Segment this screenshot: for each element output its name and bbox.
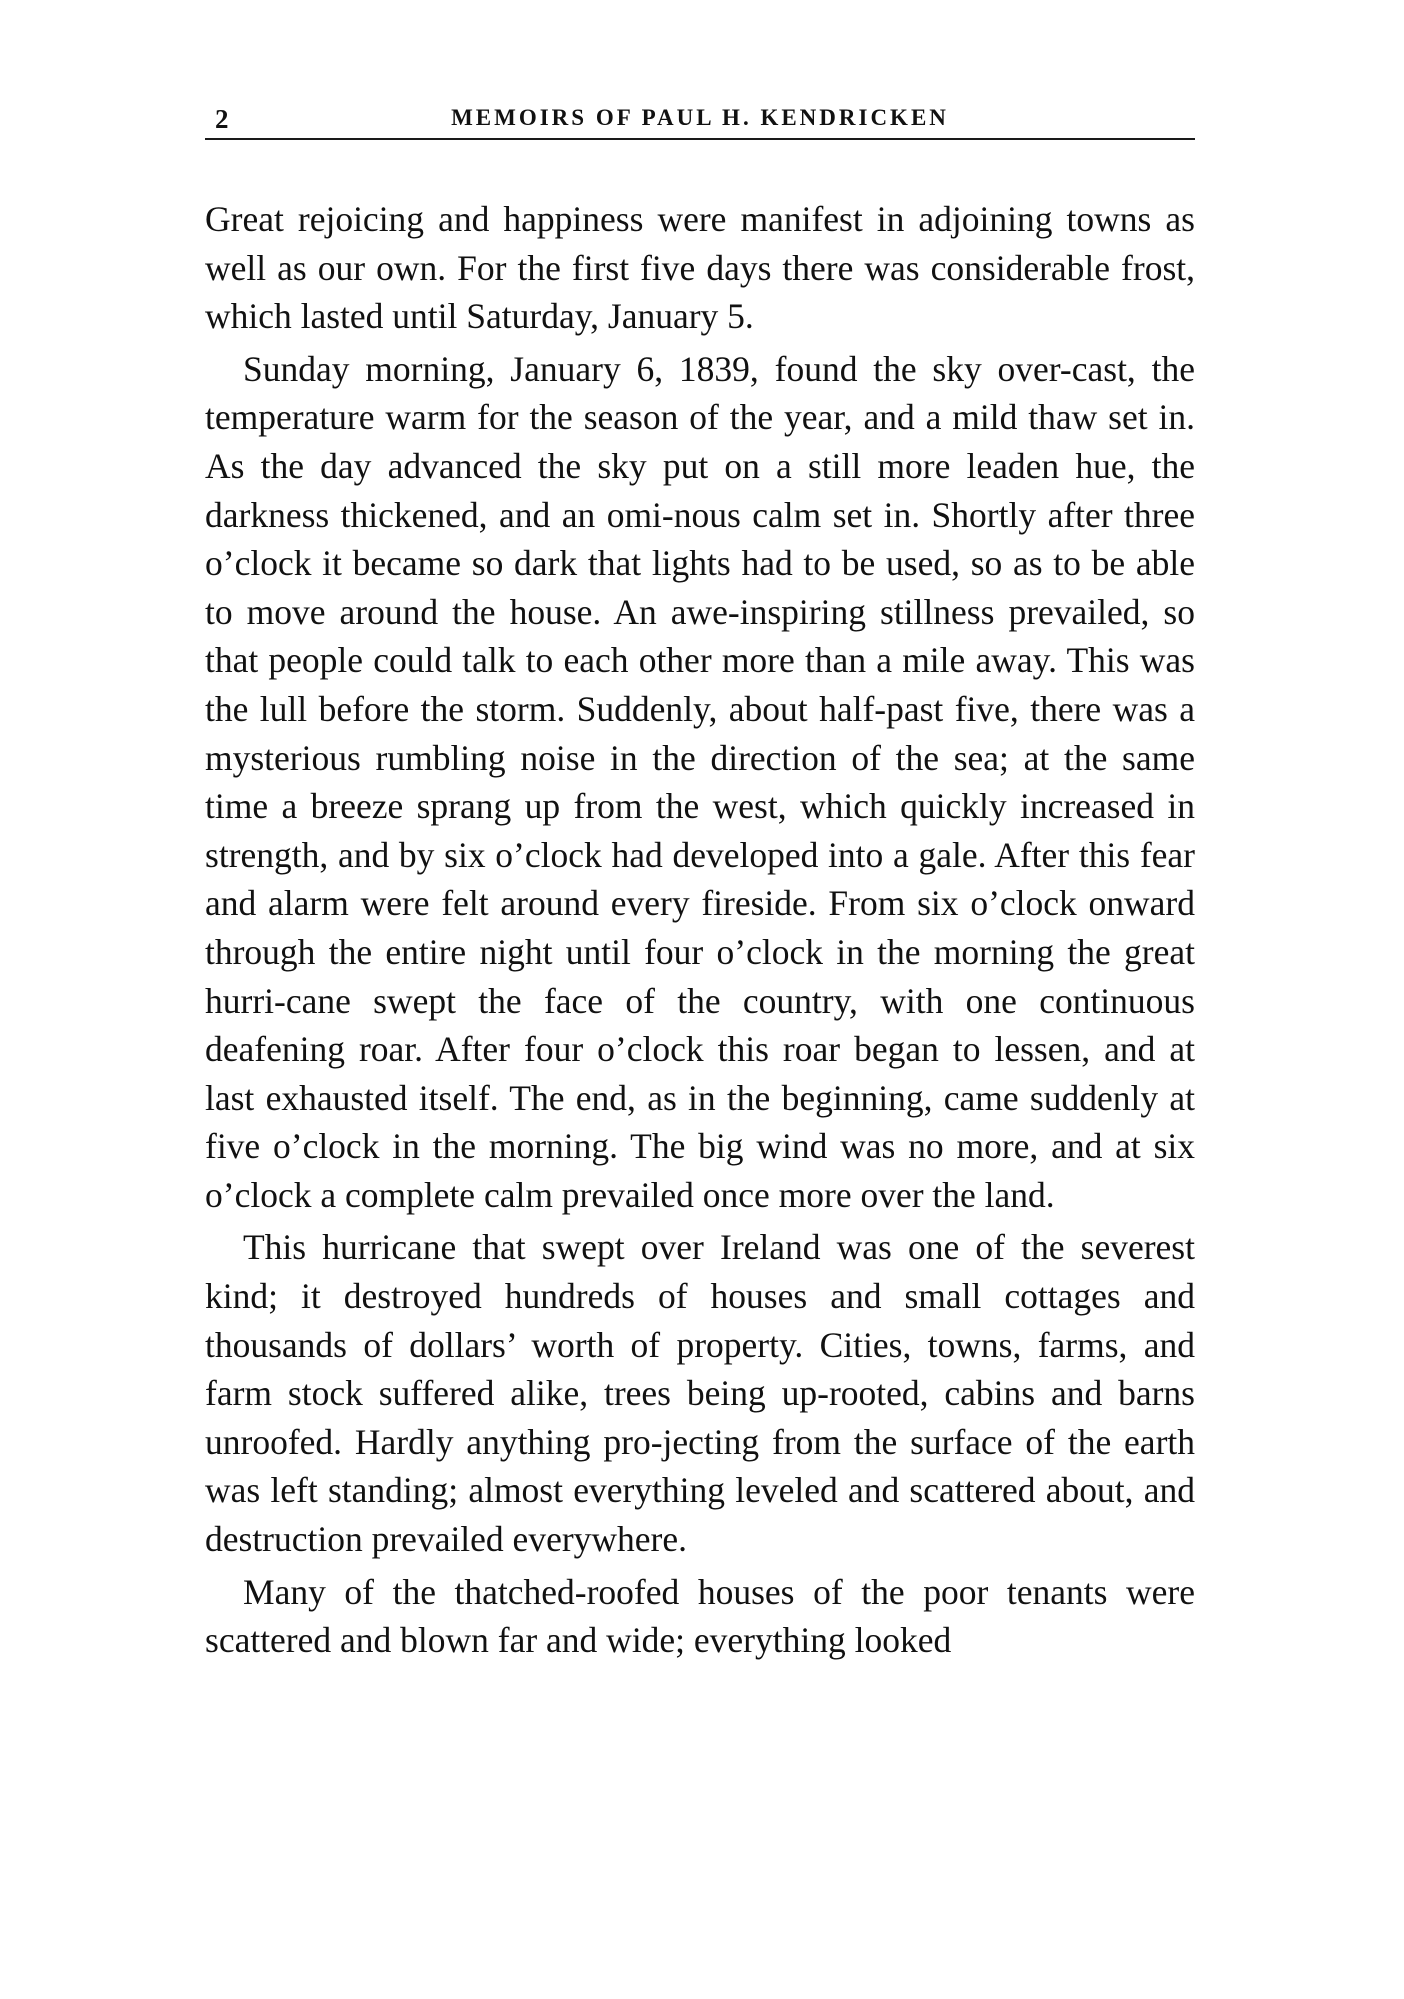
running-head bbox=[205, 98, 1195, 140]
paragraph-1: Great rejoicing and happiness were manifest in adjoining towns as well as our own. For the first five days there was considerable frost, which lasted until Saturday, January 5. bbox=[205, 199, 1195, 337]
paragraph-4: Many of the thatched-roofed houses of the poor tenants were scattered and blown far and wide; everything looked bbox=[205, 1571, 1195, 1661]
paragraph-2: Sunday morning, January 6, 1839, found the sky over-cast, the temperature warm for the season of the year, and a mild thaw set in. As the day advanced the sky put on a still more leaden hue, the darkness thickened, and an omi-nous calm set in. Shortly after three o’clock it became so dark that lights had to be used, so as to be able to move around the house. An awe-inspiring stillness prevailed, so that people could talk to each other more than a mile away. This was the lull before the storm. Suddenly, about half-past five, there was a mysterious rumbling noise in the direction of the sea; at the same time a breeze sprang up from the west, which quickly increased in strength, and by six o’clock had developed into a gale. After this fear and alarm were felt around every fireside. From six o’clock onward through the entire night until four o’clock in the morning the great hurri-cane swept the face of the country, with one continuous deafening roar. After four o’clock this roar began to lessen, and at last exhausted itself. The end, as in the beginning, came suddenly at five o’clock in the morning. The big wind was no more, and at six o’clock a complete calm prevailed once more over the land. bbox=[205, 348, 1195, 1215]
running-head-title: MEMOIRS OF PAUL H. KENDRICKEN bbox=[451, 105, 949, 130]
body-text bbox=[205, 195, 1195, 1669]
page-number: 2 bbox=[215, 104, 230, 134]
paragraph-3: This hurricane that swept over Ireland was one of the severest kind; it destroyed hundreds of houses and small cottages and thousands of dollars’ worth of property. Cities, towns, farms, and farm stock suffered alike, trees being up-rooted, cabins and barns unroofed. Hardly anything pro-jecting from the surface of the earth was left standing; almost everything leveled and scattered about, and destruction prevailed everywhere. bbox=[205, 1227, 1195, 1560]
